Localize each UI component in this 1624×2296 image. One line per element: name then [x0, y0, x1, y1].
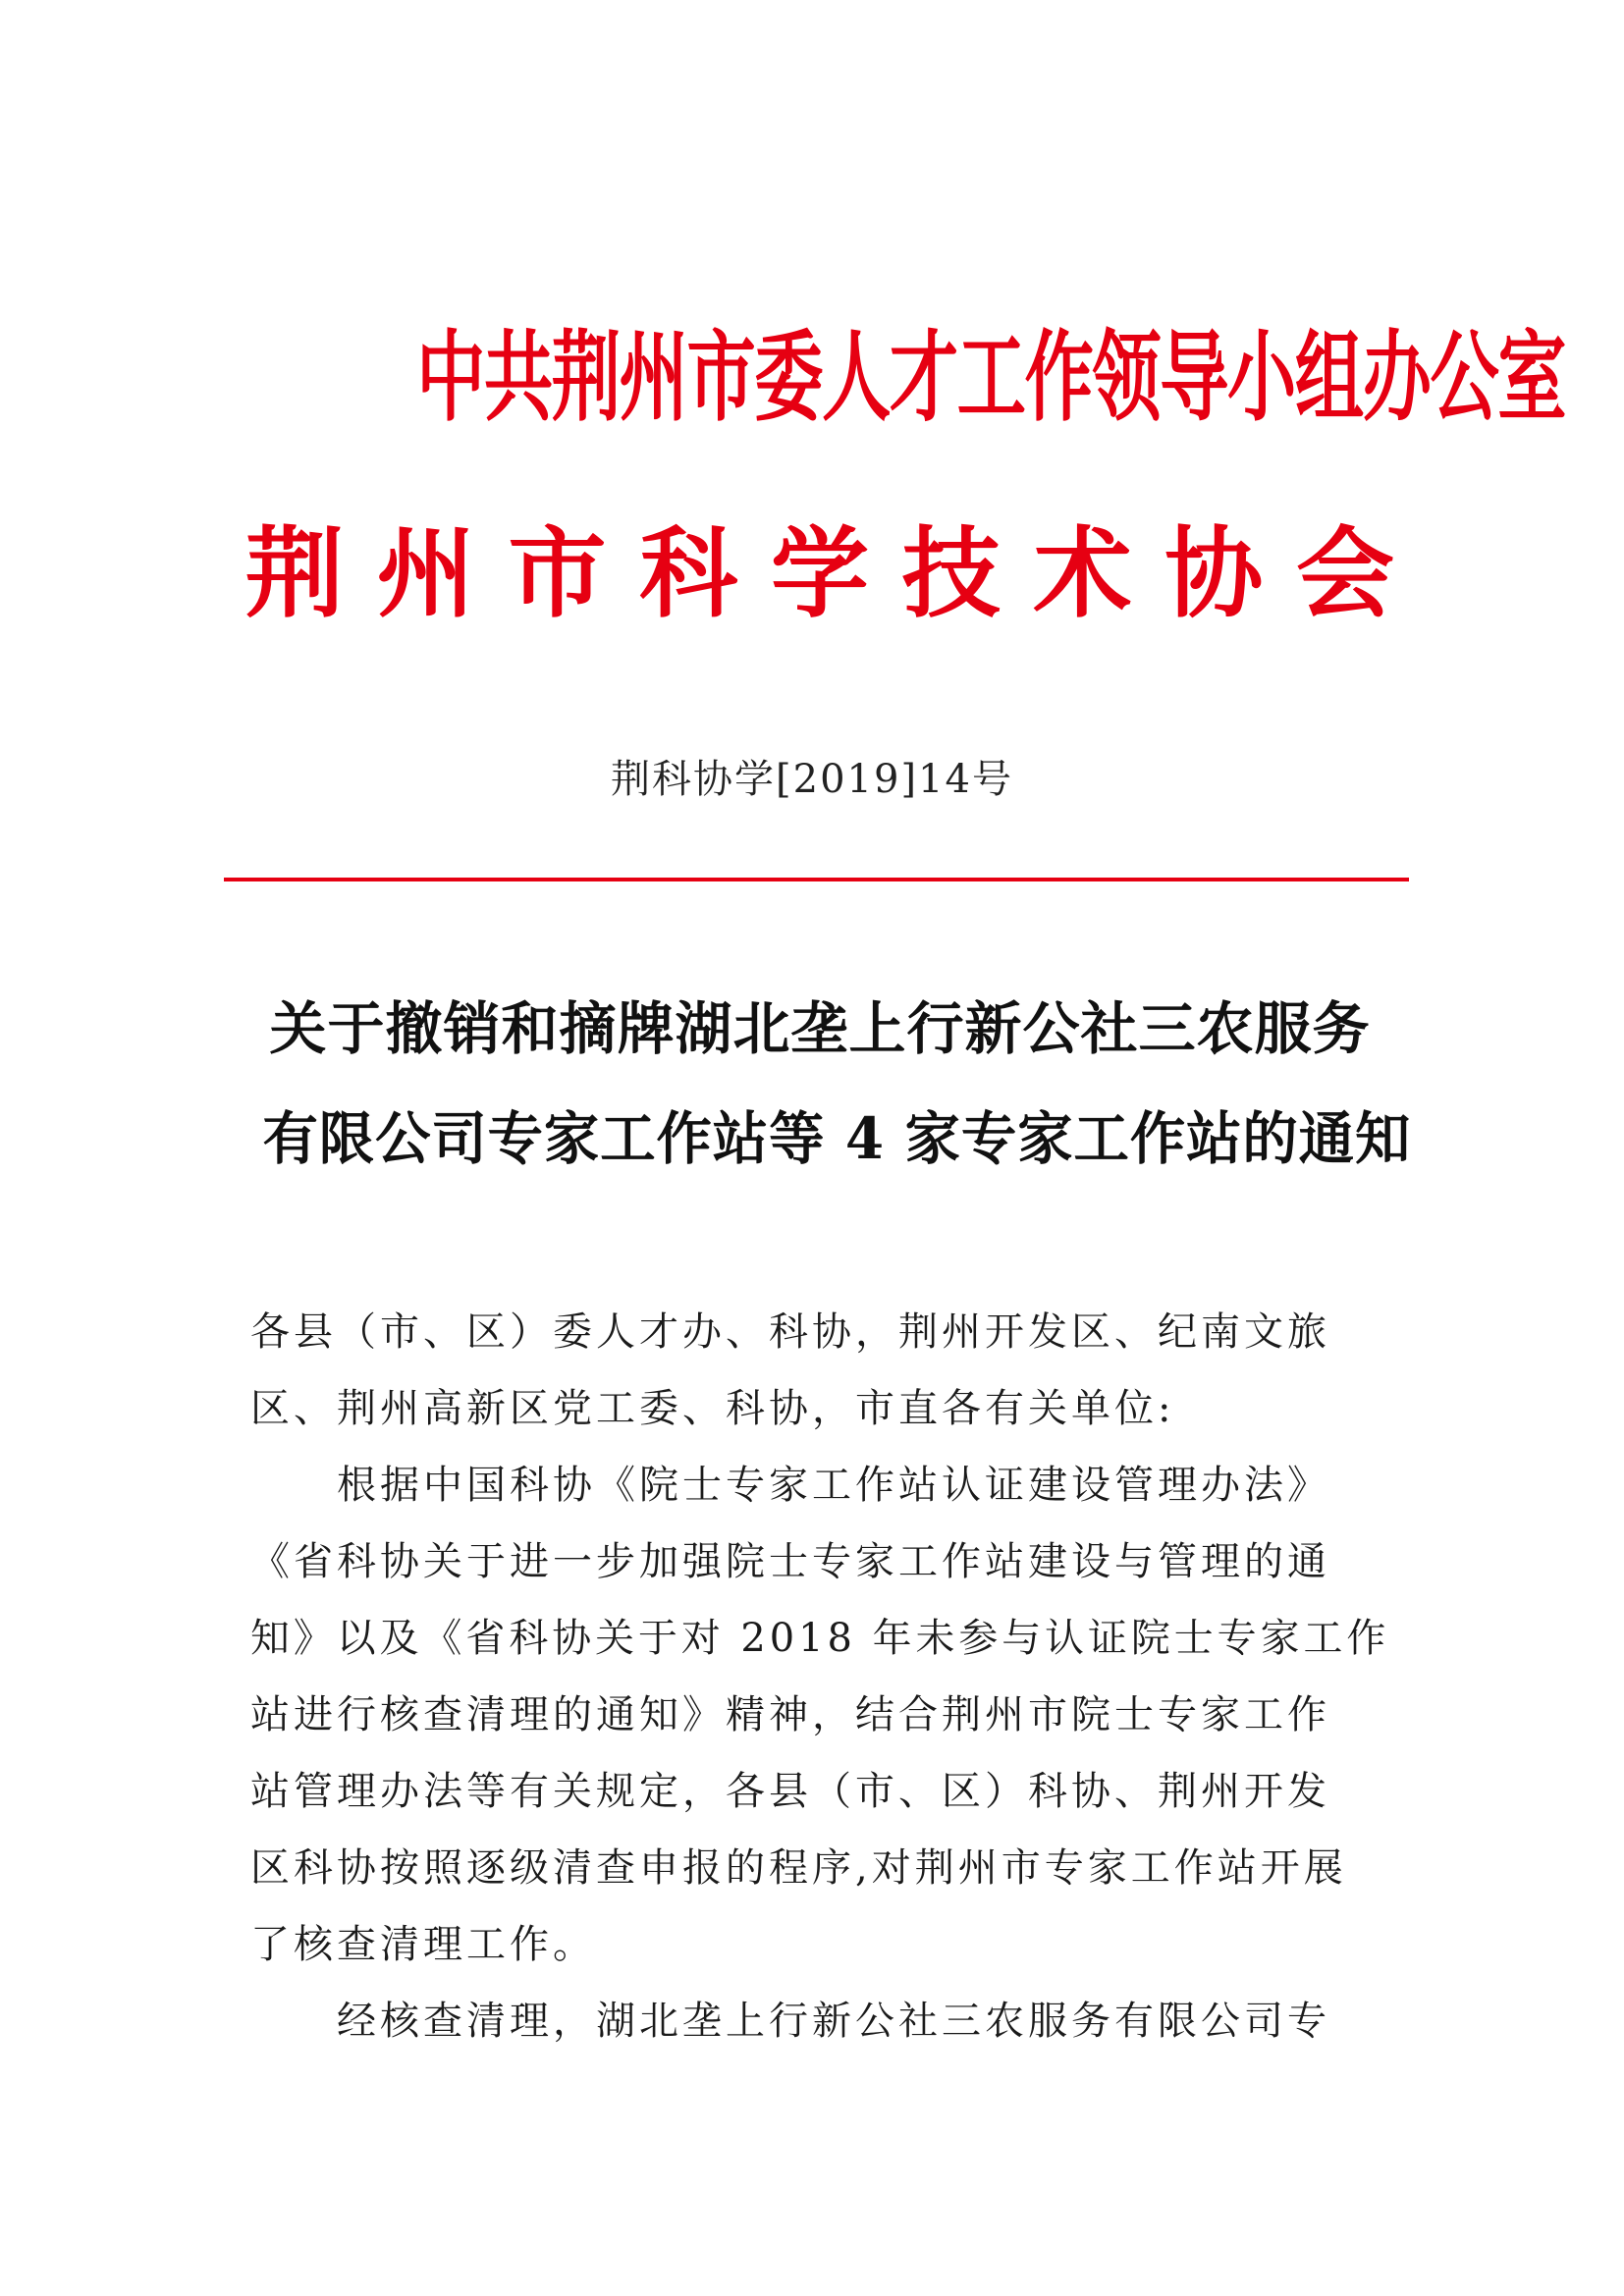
issuing-org-2-char: 协 [1164, 516, 1264, 631]
paragraph-line: 知》以及《省科协关于对 2018 年未参与认证院士专家工作 [250, 1616, 1390, 1661]
issuing-org-2-char: 技 [901, 516, 1001, 631]
issuing-org-2-char: 科 [639, 516, 738, 631]
issuing-org-2-char: 会 [1296, 516, 1394, 631]
paragraph-line: 站管理办法等有关规定，各县（市、区）科协、荆州开发 [250, 1769, 1330, 1814]
issuing-org-2-char: 市 [508, 516, 607, 631]
paragraph-2 [250, 1983, 1389, 2059]
paragraph-line: 了核查清理工作。 [250, 1922, 596, 1967]
paragraph-line: 《省科协关于进一步加强院士专家工作站建设与管理的通 [250, 1539, 1330, 1584]
issuing-org-1-text: 中共荆州市委人才工作领导小组办公室 [416, 320, 1566, 435]
issuing-org-2-char: 州 [376, 516, 475, 631]
document-title-line-1: 关于撤销和摘牌湖北垄上行新公社三农服务 [269, 995, 1371, 1062]
paragraph-line: 站进行核查清理的通知》精神，结合荆州市院士专家工作 [250, 1692, 1330, 1737]
issuing-org-2-char: 荆 [245, 516, 344, 631]
issuing-org-2 [245, 515, 1394, 633]
paragraph-line: 经核查清理，湖北垄上行新公社三农服务有限公司专 [250, 1999, 1330, 2044]
document-number: 荆科协学[2019]14号 [611, 757, 1013, 802]
issuing-org-1 [245, 319, 1566, 437]
issuing-org-2-char: 学 [771, 516, 869, 631]
addressee-line: 区、荆州高新区党工委、科协，市直各有关单位: [250, 1386, 1175, 1431]
issuing-org-2-char: 术 [1033, 516, 1132, 631]
red-divider [224, 878, 1409, 881]
paragraph-1 [250, 1447, 1389, 1983]
addressee [250, 1294, 1389, 1447]
paragraph-line: 根据中国科协《院士专家工作站认证建设管理办法》 [250, 1463, 1330, 1508]
document-title-line-2: 有限公司专家工作站等 4 家专家工作站的通知 [262, 1105, 1412, 1172]
addressee-line: 各县（市、区）委人才办、科协，荆州开发区、纪南文旅 [250, 1309, 1330, 1355]
paragraph-line: 区科协按照逐级清查申报的程序,对荆州市专家工作站开展 [250, 1845, 1347, 1891]
